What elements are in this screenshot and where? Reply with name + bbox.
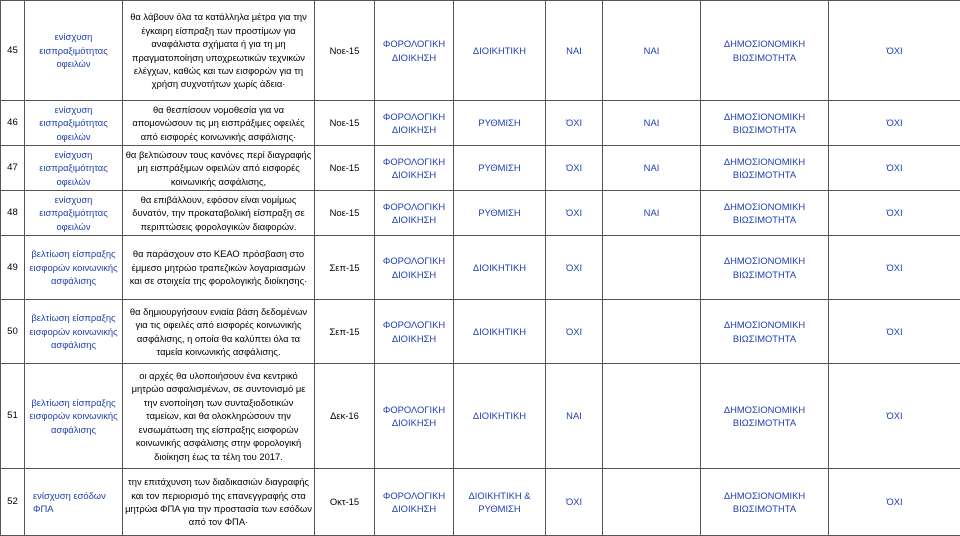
row-flag-3: ΌΧΙ [829,469,960,536]
row-date: Νοε-15 [315,146,375,191]
row-type: ΔΙΟΙΚΗΤΙΚΗ [454,1,546,101]
row-flag-2 [603,469,701,536]
row-flag-1: ΌΧΙ [546,146,603,191]
row-category: ΔΗΜΟΣΙΟΝΟΜΙΚΗ ΒΙΩΣΙΜΟΤΗΤΑ [701,101,829,146]
row-authority: ΦΟΡΟΛΟΓΙΚΗ ΔΙΟΙΚΗΣΗ [375,236,454,300]
row-type: ΔΙΟΙΚΗΤΙΚΗ [454,300,546,364]
row-flag-2: ΝΑΙ [603,101,701,146]
row-description: θα λάβουν όλα τα κατάλληλα μέτρα για την έγκαιρη είσπραξη των προστίμων για αναφάλιστα σχήματα ή για τη μη πραγματοποίηση υποχρεωτικών τεχνικών ελέγχων, καθώς και των εισφορών για τη χρήση συχνοτήτων χωρίς άδεια· [123,1,315,101]
table-row [1,300,960,364]
row-number: 50 [1,300,25,364]
row-date: Οκτ-15 [315,469,375,536]
row-category: ΔΗΜΟΣΙΟΝΟΜΙΚΗ ΒΙΩΣΙΜΟΤΗΤΑ [701,146,829,191]
table-row [1,146,960,191]
row-number: 48 [1,191,25,236]
row-description: την επιτάχυνση των διαδικασιών διαγραφής και τον περιορισμό της επανεγγραφής στα μητρώα ΦΠΑ για την προστασία των εσόδων από τον ΦΠΑ· [123,469,315,536]
row-number: 49 [1,236,25,300]
row-number: 51 [1,364,25,469]
row-flag-1: ΝΑΙ [546,1,603,101]
row-date: Σεπ-15 [315,236,375,300]
row-description: θα παράσχουν στο ΚΕΑΟ πρόσβαση στο έμμεσο μητρώο τραπεζικών λογαριασμών και σε στοιχεία της φορολογικής διοίκησης· [123,236,315,300]
row-flag-3: ΌΧΙ [829,191,960,236]
table-row [1,364,960,469]
table-row [1,191,960,236]
row-type: ΔΙΟΙΚΗΤΙΚΗ & ΡΥΘΜΙΣΗ [454,469,546,536]
row-flag-2 [603,300,701,364]
row-number: 52 [1,469,25,536]
row-topic: βελτίωση είσπραξης εισφορών κοινωνικής ασφάλισης [25,364,123,469]
row-topic: ενίσχυση εσόδων ΦΠΑ [25,469,123,536]
row-authority: ΦΟΡΟΛΟΓΙΚΗ ΔΙΟΙΚΗΣΗ [375,300,454,364]
row-authority: ΦΟΡΟΛΟΓΙΚΗ ΔΙΟΙΚΗΣΗ [375,364,454,469]
row-category: ΔΗΜΟΣΙΟΝΟΜΙΚΗ ΒΙΩΣΙΜΟΤΗΤΑ [701,469,829,536]
row-type: ΡΥΘΜΙΣΗ [454,146,546,191]
row-type: ΔΙΟΙΚΗΤΙΚΗ [454,236,546,300]
row-date: Δεκ-16 [315,364,375,469]
row-authority: ΦΟΡΟΛΟΓΙΚΗ ΔΙΟΙΚΗΣΗ [375,1,454,101]
row-flag-3: ΌΧΙ [829,101,960,146]
row-topic: βελτίωση είσπραξης εισφορών κοινωνικής ασφάλισης [25,300,123,364]
row-category: ΔΗΜΟΣΙΟΝΟΜΙΚΗ ΒΙΩΣΙΜΟΤΗΤΑ [701,300,829,364]
row-date: Σεπ-15 [315,300,375,364]
row-flag-3: ΌΧΙ [829,236,960,300]
table-row [1,101,960,146]
row-topic: ενίσχυση εισπραξιμότητας οφειλών [25,191,123,236]
row-flag-1: ΝΑΙ [546,364,603,469]
row-category: ΔΗΜΟΣΙΟΝΟΜΙΚΗ ΒΙΩΣΙΜΟΤΗΤΑ [701,236,829,300]
row-flag-1: ΌΧΙ [546,236,603,300]
row-authority: ΦΟΡΟΛΟΓΙΚΗ ΔΙΟΙΚΗΣΗ [375,101,454,146]
row-flag-3: ΌΧΙ [829,364,960,469]
row-flag-2 [603,364,701,469]
table-row [1,1,960,101]
row-date: Νοε-15 [315,1,375,101]
row-category: ΔΗΜΟΣΙΟΝΟΜΙΚΗ ΒΙΩΣΙΜΟΤΗΤΑ [701,364,829,469]
row-flag-2: ΝΑΙ [603,191,701,236]
row-authority: ΦΟΡΟΛΟΓΙΚΗ ΔΙΟΙΚΗΣΗ [375,146,454,191]
row-description: θα επιβάλλουν, εφόσον είναι νομίμως δυνατόν, την προκαταβολική είσπραξη σε περιπτώσεις φορολογικών διαφορών. [123,191,315,236]
row-flag-3: ΌΧΙ [829,146,960,191]
row-date: Νοε-15 [315,101,375,146]
row-description: θα θεσπίσουν νομοθεσία για να απομονώσουν τις μη εισπράξιμες οφειλές από εισφορές κοινωνικής ασφάλισης· [123,101,315,146]
row-category: ΔΗΜΟΣΙΟΝΟΜΙΚΗ ΒΙΩΣΙΜΟΤΗΤΑ [701,191,829,236]
row-description: οι αρχές θα υλοποιήσουν ένα κεντρικό μητρώο ασφαλισμένων, σε συντονισμό με την ενοποίηση των συνταξιοδοτικών ταμείων, και θα ολοκληρώσουν την ενσωμάτωση της είσπραξης εισφορών κοινωνικής ασφάλισης στην φορολογική διοίκηση έως τα τέλη του 2017. [123,364,315,469]
row-flag-1: ΌΧΙ [546,191,603,236]
row-topic: ενίσχυση εισπραξιμότητας οφειλών [25,101,123,146]
row-authority: ΦΟΡΟΛΟΓΙΚΗ ΔΙΟΙΚΗΣΗ [375,191,454,236]
row-flag-1: ΌΧΙ [546,300,603,364]
row-flag-2 [603,236,701,300]
row-topic: βελτίωση είσπραξης εισφορών κοινωνικής ασφάλισης [25,236,123,300]
row-authority: ΦΟΡΟΛΟΓΙΚΗ ΔΙΟΙΚΗΣΗ [375,469,454,536]
row-type: ΡΥΘΜΙΣΗ [454,101,546,146]
row-topic: ενίσχυση εισπραξιμότητας οφειλών [25,1,123,101]
row-number: 46 [1,101,25,146]
row-number: 45 [1,1,25,101]
row-flag-2: ΝΑΙ [603,1,701,101]
row-number: 47 [1,146,25,191]
row-flag-1: ΌΧΙ [546,101,603,146]
row-description: θα βελτιώσουν τους κανόνες περί διαγραφής μη εισπράξιμων οφειλών από εισφορές κοινωνικής ασφάλισης, [123,146,315,191]
table-row [1,469,960,536]
row-description: θα δημιουργήσουν ενιαία βάση δεδομένων για τις οφειλές από εισφορές κοινωνικής ασφάλισης, η οποία θα καλύπτει όλα τα ταμεία κοινωνικής ασφάλισης. [123,300,315,364]
table-row [1,236,960,300]
row-flag-3: ΌΧΙ [829,1,960,101]
row-topic: ενίσχυση εισπραξιμότητας οφειλών [25,146,123,191]
row-date: Νοε-15 [315,191,375,236]
row-type: ΡΥΘΜΙΣΗ [454,191,546,236]
row-flag-1: ΌΧΙ [546,469,603,536]
row-type: ΔΙΟΙΚΗΤΙΚΗ [454,364,546,469]
row-flag-3: ΌΧΙ [829,300,960,364]
row-flag-2: ΝΑΙ [603,146,701,191]
row-category: ΔΗΜΟΣΙΟΝΟΜΙΚΗ ΒΙΩΣΙΜΟΤΗΤΑ [701,1,829,101]
